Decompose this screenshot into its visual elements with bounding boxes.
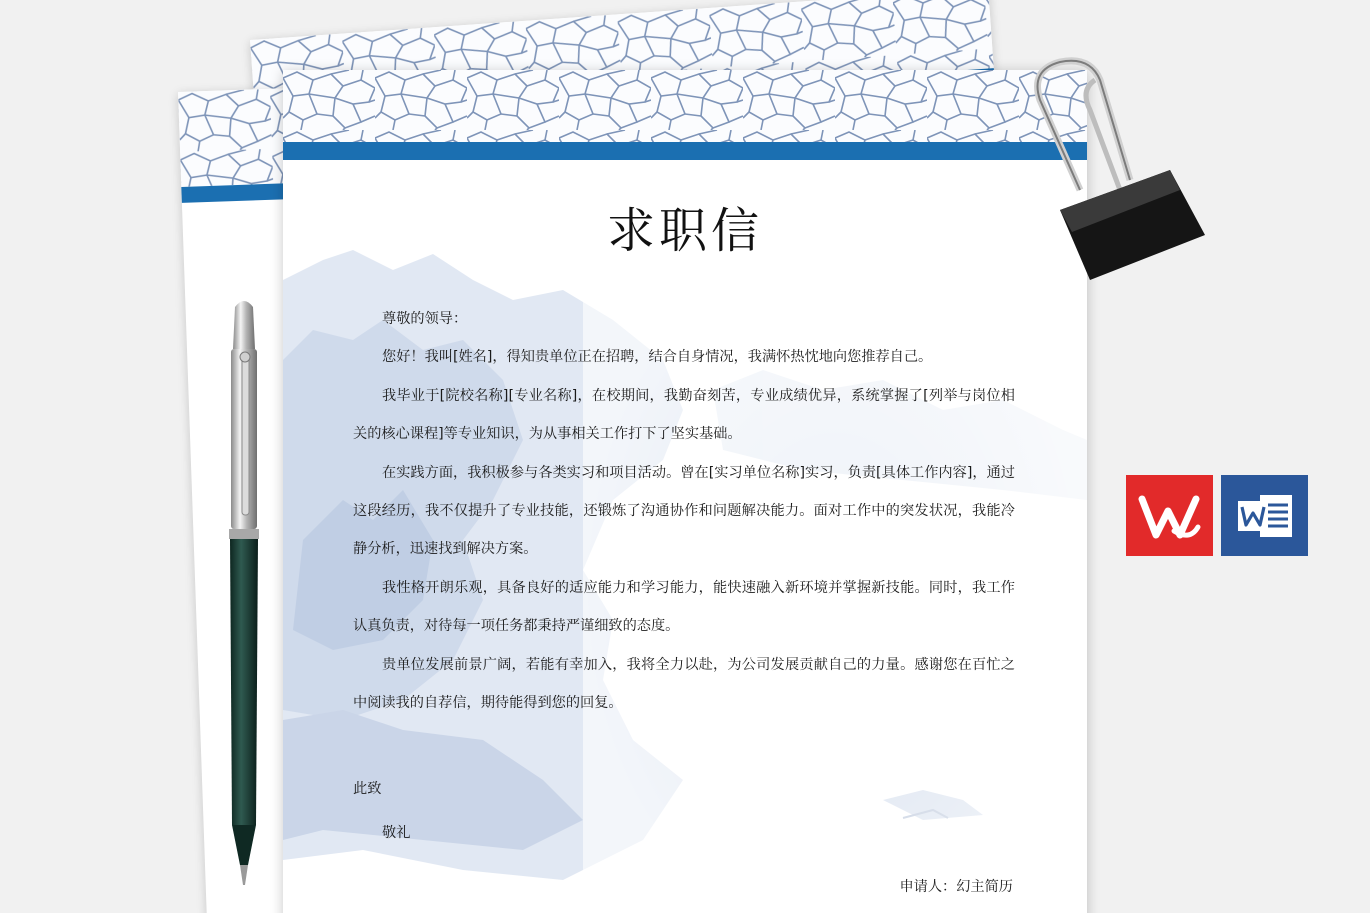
signature: 申请人：幻主简历: [899, 879, 1013, 895]
paragraph: 我性格开朗乐观，具备良好的适应能力和学习能力，能快速融入新环境并掌握新技能。同时，我工作认真负责，对待每一项任务都秉持严谨细致的态度。: [353, 579, 1015, 635]
mosaic-pattern: [283, 70, 1087, 142]
paragraph: 贵单位发展前景广阔，若能有幸加入，我将全力以赴，为公司发展贡献自己的力量。感谢您在百忙之中阅读我的自荐信，期待能得到您的回复。: [353, 656, 1015, 712]
letter-title: 求职信: [606, 203, 763, 259]
paragraph: 我毕业于[院校名称][专业名称]，在校期间，我勤奋刻苦，专业成绩优异，系统掌握了[列举与岗位相关的核心课程]等专业知识，为从事相关工作打下了坚实基础。: [353, 387, 1015, 443]
letter-sheet: [283, 70, 1087, 913]
paragraph: 在实践方面，我积极参与各类实习和项目活动。曾在[实习单位名称]实习，负责[具体工作内容]，通过这段经历，我不仅提升了专业技能，还锻炼了沟通协作和问题解决能力。面对工作中的突发状况，我能冷静分析，迅速找到解决方案。: [353, 464, 1015, 558]
closing-line-1: 此致: [353, 781, 382, 797]
closing-line-2: 敬礼: [382, 825, 411, 841]
binder-clip-icon: [1020, 40, 1220, 290]
paragraph: 您好！我叫[姓名]，得知贵单位正在招聘，结合自身情况，我满怀热忱地向您推荐自己。: [382, 349, 933, 366]
accent-bar: [283, 142, 1087, 160]
pen-icon: [215, 295, 275, 895]
salutation: 尊敬的领导：: [382, 311, 468, 327]
letter-body: [353, 300, 1015, 722]
word-logo-icon: [1221, 475, 1308, 556]
wps-logo-icon: [1126, 475, 1213, 556]
